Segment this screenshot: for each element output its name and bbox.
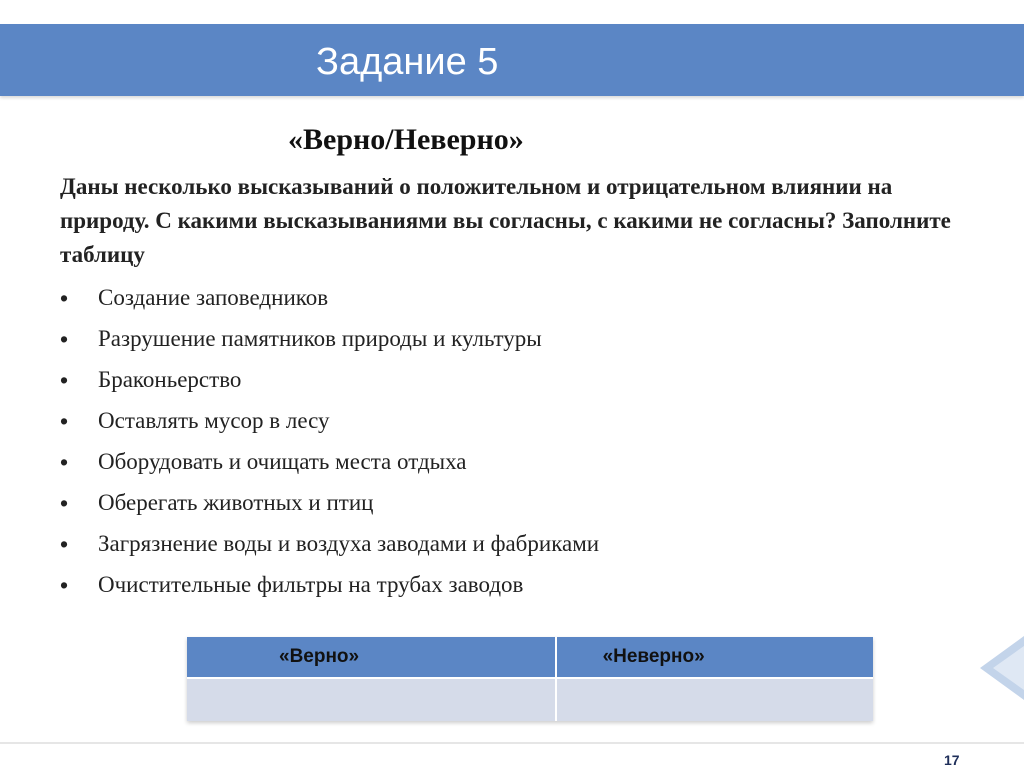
bullet-icon: • [60, 285, 69, 311]
statement-text: Загрязнение воды и воздуха заводами и фабриками [98, 531, 600, 556]
statement-text: Оставлять мусор в лесу [98, 408, 330, 433]
bullet-icon: • [60, 490, 69, 516]
statement-text: Оборудовать и очищать места отдыха [98, 449, 467, 474]
statement-text: Очистительные фильтры на трубах заводов [98, 572, 524, 597]
table-row [187, 678, 873, 721]
statement-list [60, 280, 940, 608]
column-header-false: «Неверно» [556, 637, 873, 678]
statement-text: Оберегать животных и птиц [98, 490, 374, 515]
list-item [60, 485, 940, 526]
list-item [60, 280, 940, 321]
task-instructions: Даны несколько высказываний о положительном и отрицательном влиянии на природу. С какими высказываниями вы согласны, с какими не согласны? Заполните таблицу [60, 174, 951, 267]
bullet-icon: • [60, 572, 69, 598]
list-item [60, 321, 940, 362]
list-item [60, 362, 940, 403]
next-slide-arrow-icon[interactable] [968, 636, 1024, 700]
page-number: 17 [944, 752, 960, 768]
task-subtitle: «Верно/Неверно» [288, 123, 524, 156]
true-answer-cell[interactable] [187, 678, 556, 721]
answer-table [187, 637, 873, 721]
table-header-row [187, 637, 873, 678]
bullet-icon: • [60, 367, 69, 393]
footer-divider [0, 742, 1024, 744]
bullet-icon: • [60, 408, 69, 434]
column-header-true: «Верно» [187, 637, 556, 678]
statement-text: Разрушение памятников природы и культуры [98, 326, 542, 351]
slide-title: Задание 5 [316, 41, 499, 83]
list-item [60, 403, 940, 444]
bullet-icon: • [60, 326, 69, 352]
bullet-icon: • [60, 531, 69, 557]
false-answer-cell[interactable] [556, 678, 873, 721]
list-item [60, 567, 940, 608]
list-item [60, 444, 940, 485]
bullet-icon: • [60, 449, 69, 475]
statement-text: Создание заповедников [98, 285, 329, 310]
statement-text: Браконьерство [98, 367, 242, 392]
list-item [60, 526, 940, 567]
title-bar [0, 24, 1024, 96]
